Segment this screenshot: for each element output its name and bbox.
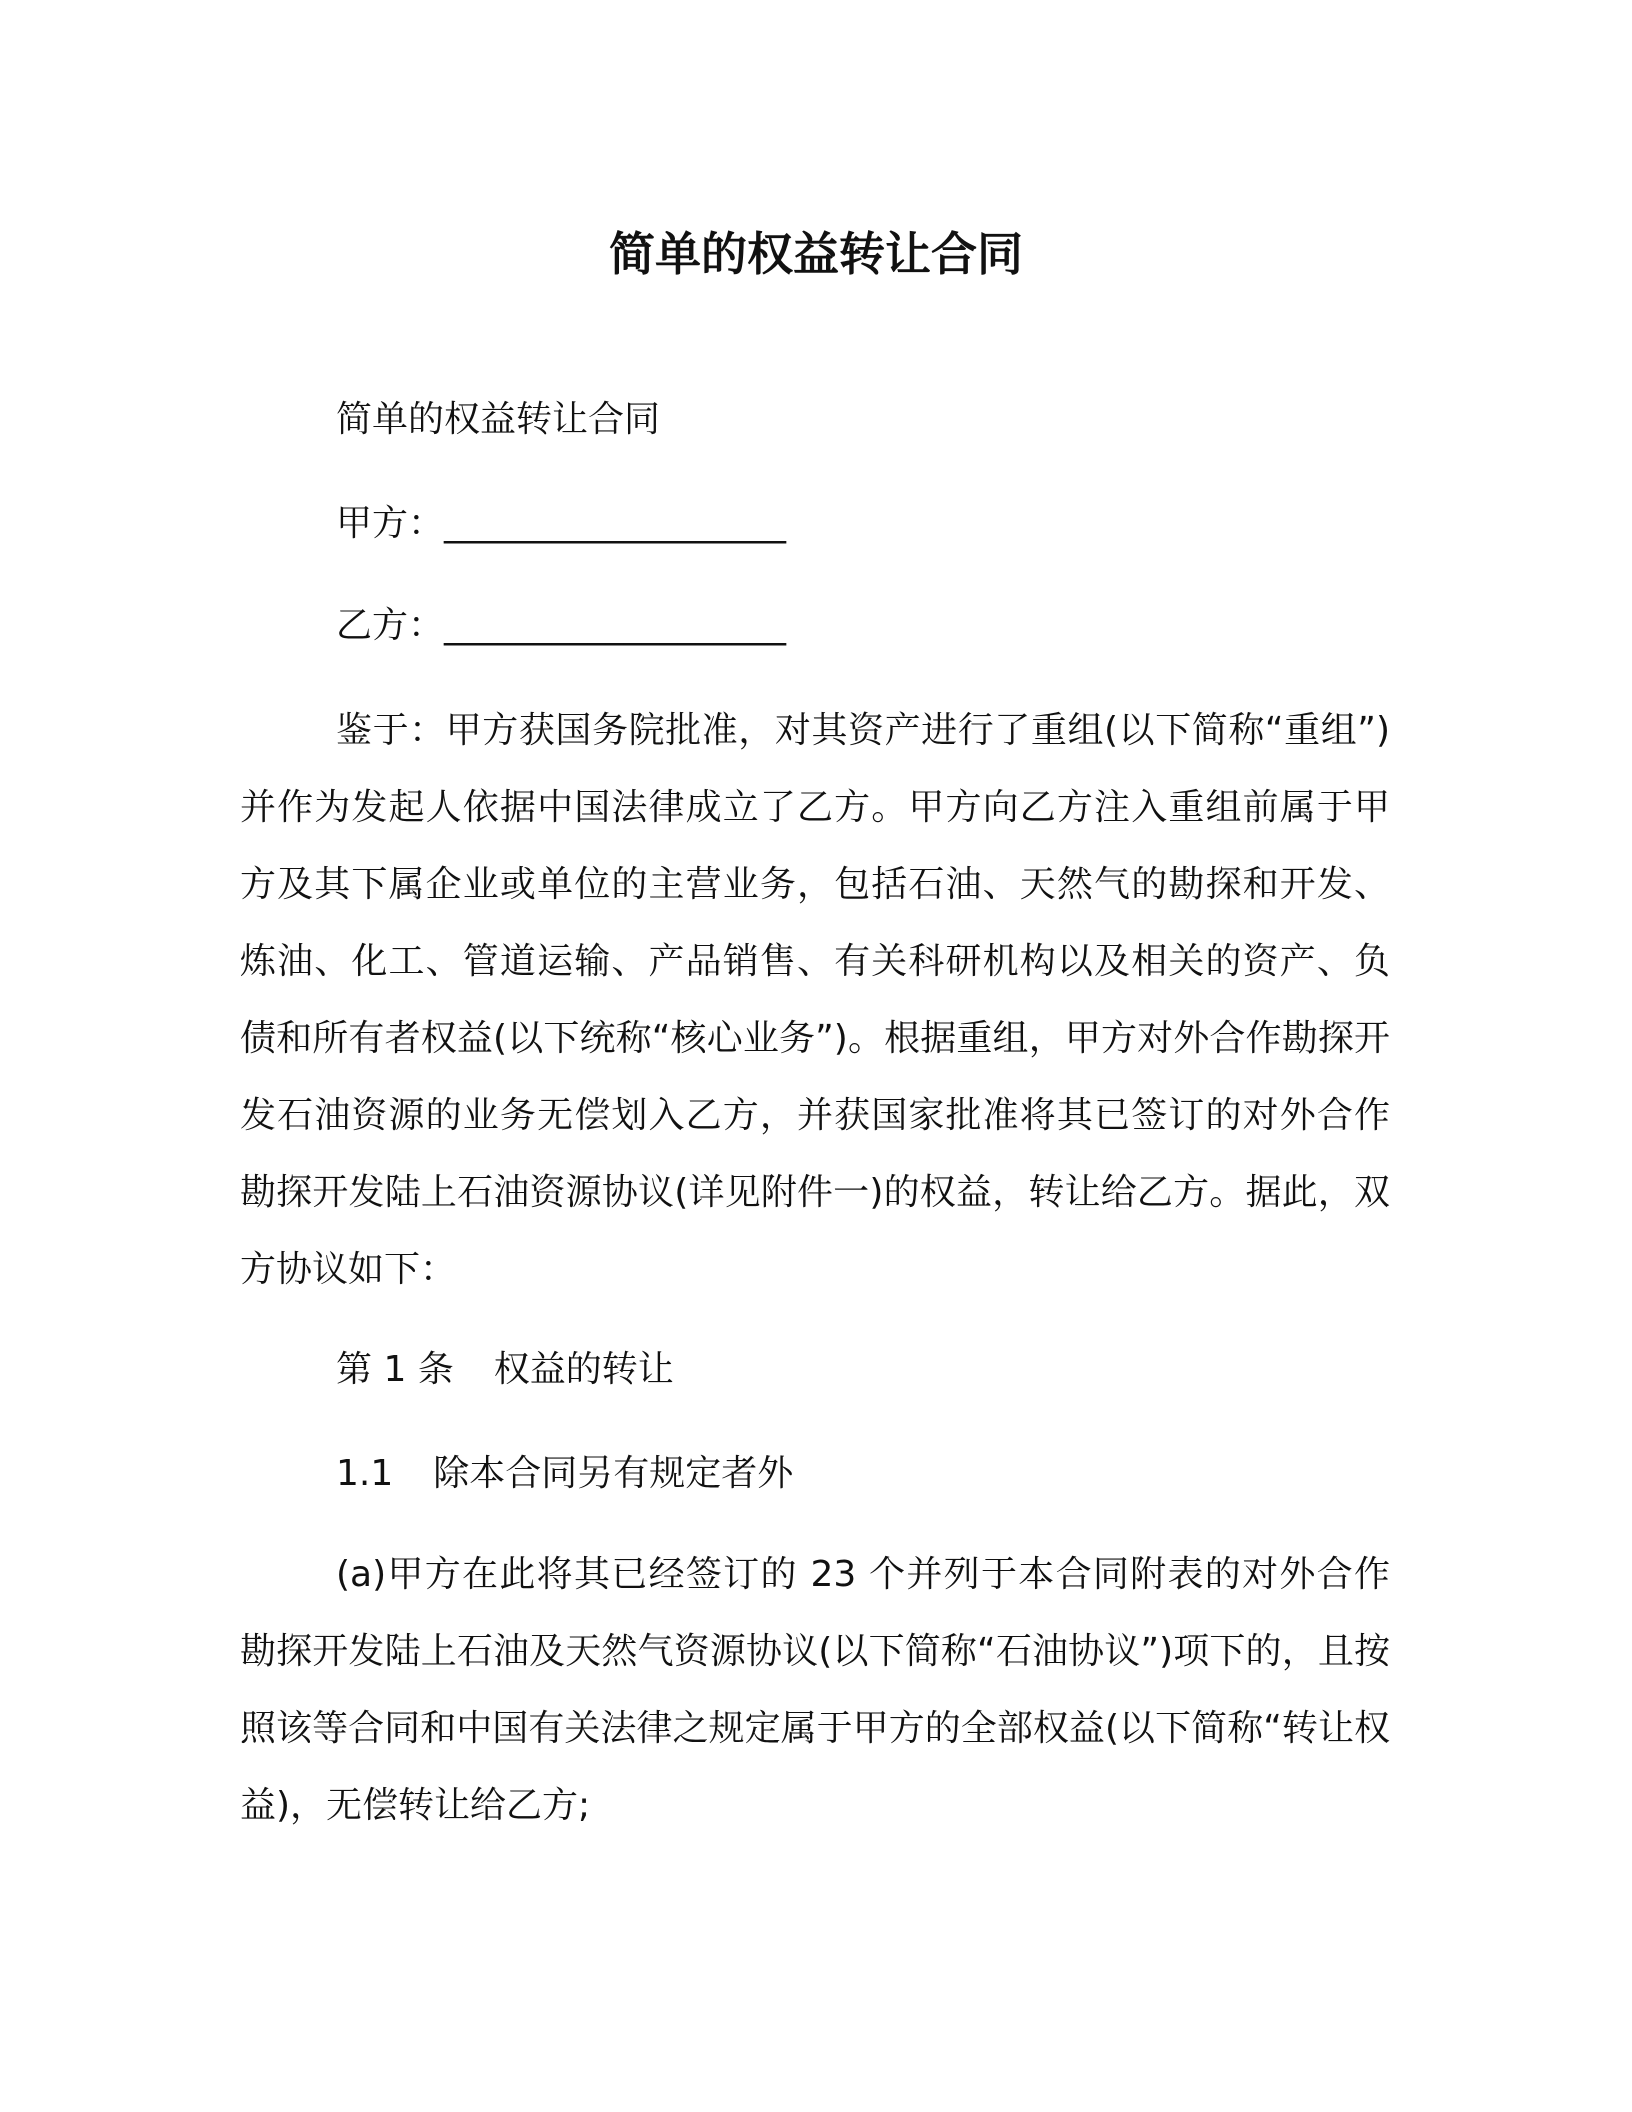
clause-a-paragraph: (a)甲方在此将其已经签订的 23 个并列于本合同附表的对外合作勘探开发陆上石油及天然气资源协议(以下简称“石油协议”)项下的，且按照该等合同和中国有关法律之规定属于甲方的全部权益(以下简称“转让权益)，无偿转让给乙方; bbox=[240, 1554, 1390, 1826]
clause-1-1-title: 除本合同另有规定者外 bbox=[433, 1453, 794, 1494]
recital-paragraph: 鉴于：甲方获国务院批准，对其资产进行了重组(以下简称“重组”)并作为发起人依据中国法律成立了乙方。甲方向乙方注入重组前属于甲方及其下属企业或单位的主营业务，包括石油、天然气的勘探和开发、炼油、化工、管道运输、产品销售、有关科研机构以及相关的资产、负债和所有者权益(以下统称“核心业务”)。根据重组，甲方对外合作勘探开发石油资源的业务无偿划入乙方，并获国家批准将其已签订的对外合作勘探开发陆上石油资源协议(详见附件一)的权益，转让给乙方。据此，双方协议如下： bbox=[240, 710, 1390, 1290]
party-a-line: 甲方：___________________ bbox=[336, 503, 787, 544]
document-title: 简单的权益转让合同 bbox=[609, 227, 1023, 281]
contract-subtitle: 简单的权益转让合同 bbox=[336, 399, 661, 440]
clause-1-1-number: 1.1 bbox=[336, 1453, 394, 1494]
article-1-heading bbox=[336, 1346, 674, 1394]
party-b-line: 乙方：___________________ bbox=[336, 605, 787, 646]
clause-1-1-heading bbox=[336, 1450, 793, 1498]
article-1-number: 第 1 条 bbox=[336, 1349, 454, 1390]
article-1-title: 权益的转让 bbox=[493, 1349, 674, 1390]
